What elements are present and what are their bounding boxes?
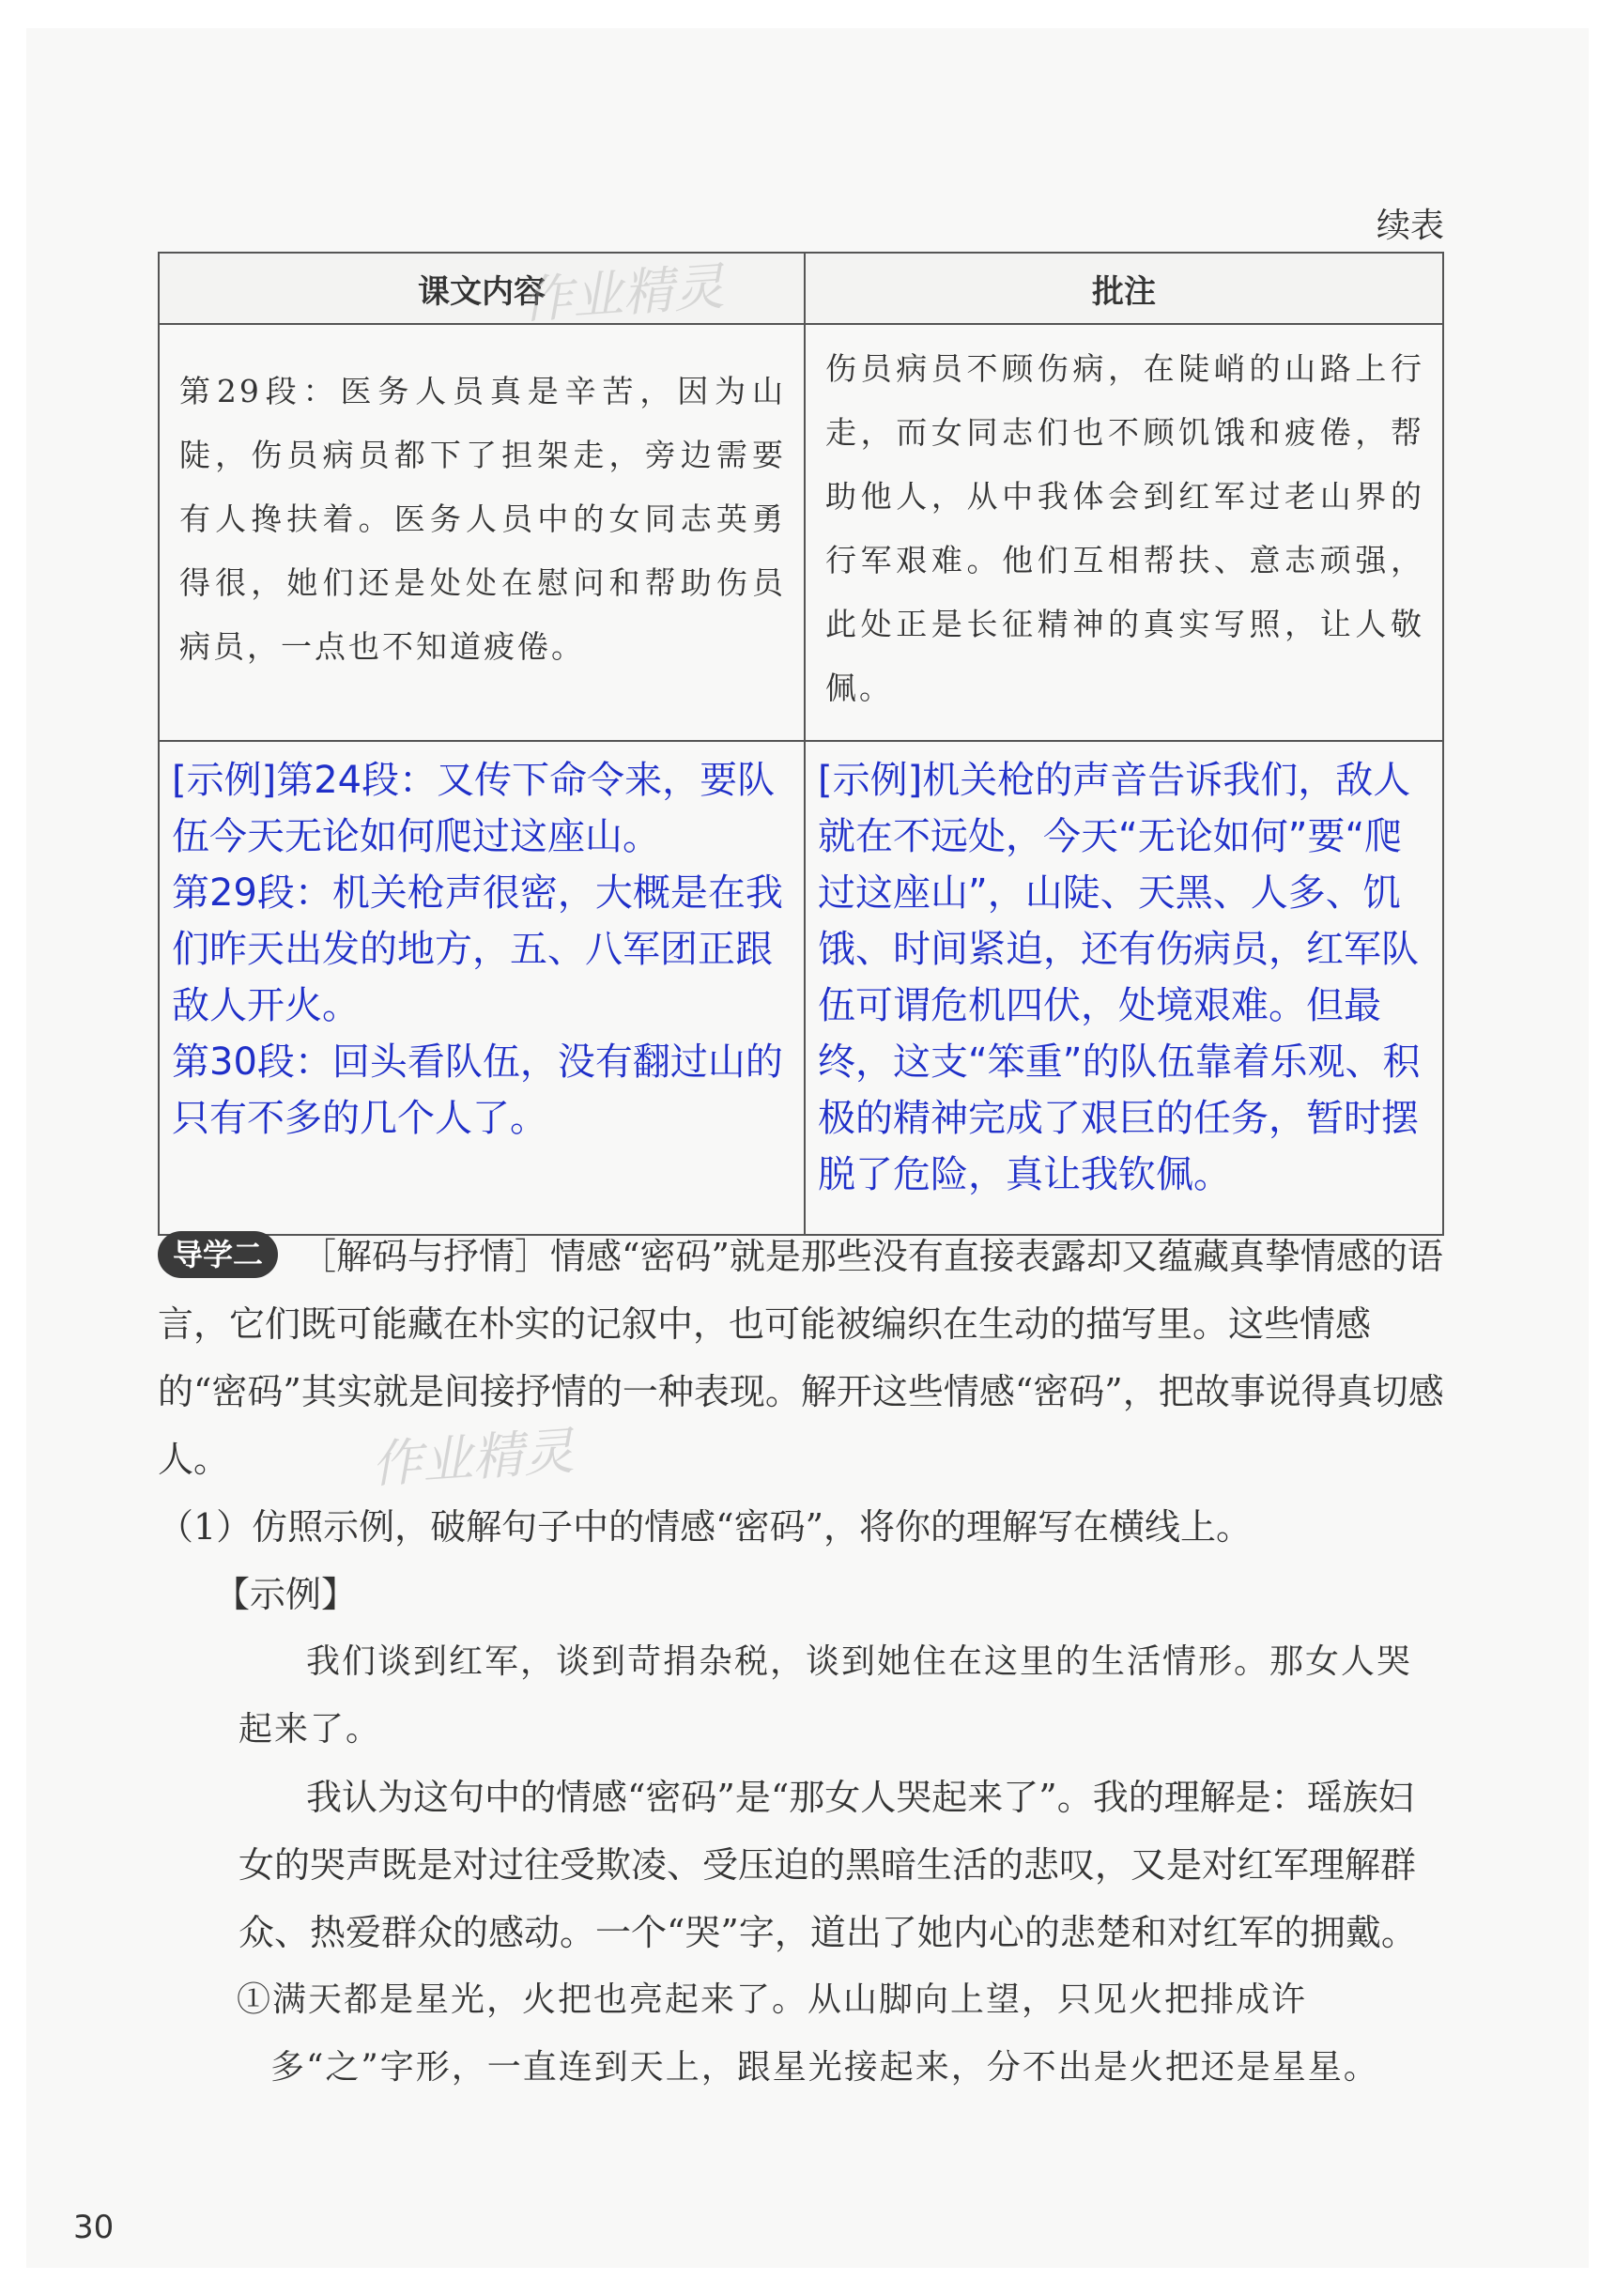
- watermark-2: 作业精灵: [369, 1421, 577, 1495]
- section-intro-text: ［解码与抒情］情感“密码”就是那些没有直接表露却又蕴藏真挚情感的语言，它们既可能藏在朴实的记叙中，也可能被编织在生动的描写里。这些情感的“密码”其实就是间接抒情的一种表现。解开这些情感“密码”，把故事说得真切感人。: [158, 1236, 1444, 1480]
- header-text-content: 课文内容: [159, 253, 805, 324]
- question-item-1: ①满天都是星光，火把也亮起来了。从山脚向上望，只见火把排成许多“之”字形，一直连到天上，跟星光接起来，分不出是火把还是星星。: [237, 1980, 1379, 2087]
- example-label: 【示例】: [214, 1574, 358, 1615]
- text-content-paragraph: 第29段：医务人员真是辛苦，因为山陡，伤员病员都下了担架走，旁边需要有人搀扶着。医务人员中的女同志英勇得很，她们还是处处在慰问和帮助伤员病员，一点也不知道疲倦。: [179, 373, 786, 665]
- guided-study-section: [158, 1223, 1446, 2102]
- answer-left-cell: [159, 741, 805, 1235]
- text-content-cell: [159, 324, 805, 741]
- answer-right-cell: [805, 741, 1443, 1235]
- annotation-paragraph: 伤员病员不顾伤病，在陡峭的山路上行走，而女同志们也不顾饥饿和疲倦，帮助他人，从中我体会到红军过老山界的行军艰难。他们互相帮扶、意志顽强，此处正是长征精神的真实写照，让人敬佩。: [825, 350, 1424, 706]
- continued-label: 续表: [1377, 207, 1445, 245]
- answer-left: [161, 743, 803, 1165]
- answer-left-line: 第29段：机关枪声很密，大概是在我们昨天出发的地方，五、八军团正跟敌人开火。: [172, 871, 783, 1027]
- section-badge: 导学二: [158, 1231, 278, 1278]
- answer-right: [示例]机关枪的声音告诉我们，敌人就在不远处，今天“无论如何”要“爬过这座山”，山陡、天黑、人多、饥饿、时间紧迫，还有伤病员，红军队伍可谓危机四伏，处境艰难。但最终，这支“笨重”的队伍靠着乐观、积极的精神完成了艰巨的任务，暂时摆脱了危险，真让我钦佩。: [818, 759, 1421, 1196]
- example-quote: 我们谈到红军，谈到苛捐杂税，谈到她住在这里的生活情形。那女人哭起来了。: [238, 1642, 1413, 1749]
- table-row: [159, 324, 1443, 741]
- task-instruction: （1）仿照示例，破解句子中的情感“密码”，将你的理解写在横线上。: [158, 1506, 1253, 1548]
- page-number: 30: [73, 2209, 115, 2246]
- watermark: 作业精灵: [519, 256, 727, 331]
- answer-left-line: 第30段：回头看队伍，没有翻过山的只有不多的几个人了。: [172, 1040, 783, 1140]
- header-annotation: 批注: [805, 253, 1443, 324]
- section-intro: [158, 1223, 1446, 1493]
- annotation-cell: [805, 324, 1443, 741]
- annotation-table: [158, 252, 1444, 1236]
- example-answer: 我认为这句中的情感“密码”是“那女人哭起来了”。我的理解是：瑶族妇女的哭声既是对过往受欺凌、受压迫的黑暗生活的悲叹，又是对红军理解群众、热爱群众的感动。一个“哭”字，道出了她内心的悲楚和对红军的拥戴。: [238, 1777, 1417, 1953]
- answer-row: [159, 741, 1443, 1235]
- table-header-row: [159, 253, 1443, 324]
- answer-left-line: [示例]第24段：又传下命令来，要队伍今天无论如何爬过这座山。: [172, 759, 776, 858]
